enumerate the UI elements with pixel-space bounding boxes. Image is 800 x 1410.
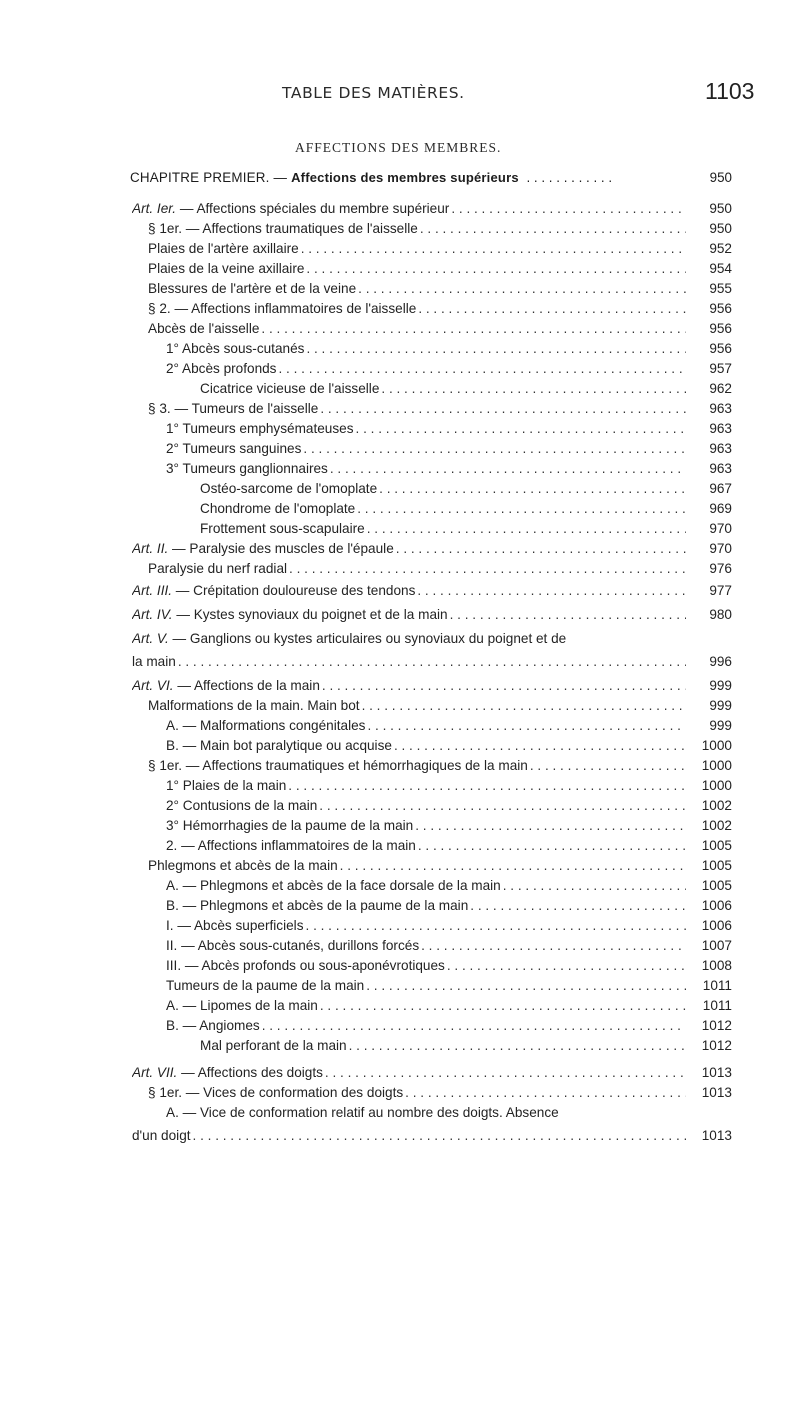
- toc-entry-text: [166, 816, 413, 836]
- toc-entry-page: 956: [709, 321, 732, 336]
- toc-entry-page: 1000: [701, 778, 732, 793]
- toc-entry: [0, 219, 800, 239]
- leader-dots: [318, 399, 686, 419]
- toc-entry-text: [166, 796, 317, 816]
- toc-entry-page: 1011: [702, 978, 732, 993]
- toc-entry-page: 954: [709, 261, 732, 276]
- toc-entry-text: [148, 399, 318, 419]
- leader-dots: [320, 676, 686, 696]
- toc-entry-page: 1006: [701, 898, 732, 913]
- toc-entry-title: B. — Main bot paralytique ou acquise: [166, 738, 392, 753]
- leader-dots: [468, 896, 686, 916]
- toc-entry-title: Plaies de l'artère axillaire: [148, 241, 299, 256]
- toc-entry-text: [166, 359, 276, 379]
- toc-entry-title: Blessures de l'artère et de la veine: [148, 281, 357, 296]
- toc-entry: [0, 359, 800, 379]
- toc-entry-title: Frottement sous-scapulaire: [200, 521, 365, 536]
- toc-entry-page: 1005: [701, 838, 732, 853]
- toc-entry-continuation: la main: [132, 654, 176, 669]
- toc-entry-page: 1002: [701, 818, 732, 833]
- toc-entry-page: 996: [709, 654, 732, 669]
- toc-entry-text: [200, 479, 377, 499]
- toc-entry: [0, 916, 800, 936]
- toc-entry-page: 1012: [701, 1038, 732, 1053]
- toc-entry-text: [166, 339, 304, 359]
- leader-dots: [176, 652, 686, 672]
- toc-entry: [0, 896, 800, 916]
- leader-dots: [365, 716, 686, 736]
- toc-entry-title: 3° Tumeurs ganglionnaires: [166, 461, 328, 476]
- toc-entry-text: [166, 736, 392, 756]
- toc-entry-title: Tumeurs de la paume de la main: [166, 978, 365, 993]
- toc-entry-text: [166, 776, 286, 796]
- toc-entry-title: 3° Hémorrhagies de la paume de la main: [166, 818, 414, 833]
- toc-entry-text: [166, 419, 354, 439]
- toc-entry-page: 970: [709, 521, 732, 536]
- toc-entry: [0, 439, 800, 459]
- toc-entry-text: [166, 439, 301, 459]
- toc-entry-title: — Affections spéciales du membre supérieur: [176, 201, 450, 216]
- toc-entry-article: Art. III.: [132, 583, 173, 598]
- toc-entry-title: — Affections de la main: [173, 678, 320, 693]
- toc-entry-page: 1000: [701, 738, 732, 753]
- toc-entry: [0, 629, 800, 669]
- toc-entry: [0, 836, 800, 856]
- toc-entry-title: § 3. — Tumeurs de l'aisselle: [148, 401, 319, 416]
- toc-entry-page: 1008: [701, 958, 732, 973]
- toc-entry-title: Chondrome de l'omoplate: [200, 501, 356, 516]
- leader-dots: [445, 956, 686, 976]
- toc-entry: [0, 605, 800, 625]
- toc-entry-text: [148, 239, 299, 259]
- toc-entry: [0, 816, 800, 836]
- toc-entry-text: [148, 856, 338, 876]
- toc-entry-title: 2° Contusions de la main: [166, 798, 318, 813]
- toc-entry: [0, 399, 800, 419]
- toc-entry-page: 957: [709, 361, 732, 376]
- toc-entry-title: B. — Phlegmons et abcès de la paume de la main: [166, 898, 469, 913]
- leader-dots: [354, 419, 686, 439]
- toc-entry: [0, 559, 800, 579]
- toc-entry-text: [200, 519, 365, 539]
- leader-dots: [304, 259, 686, 279]
- toc-entry: [0, 696, 800, 716]
- toc-entry-page: 1005: [701, 878, 732, 893]
- toc-entry-page: 999: [709, 678, 732, 693]
- toc-entry-text: [166, 956, 445, 976]
- leader-dots: [419, 936, 686, 956]
- leader-dots: [365, 519, 686, 539]
- toc-entry-text: [166, 996, 318, 1016]
- toc-entry-title: — Paralysie des muscles de l'épaule: [168, 541, 394, 556]
- toc-entry-page: 969: [709, 501, 732, 516]
- toc-entry-text: [166, 976, 364, 996]
- leader-dots: [364, 976, 686, 996]
- toc-entry: [0, 479, 800, 499]
- toc-entry: [0, 279, 800, 299]
- toc-entry: [0, 319, 800, 339]
- toc-entry-page: 963: [709, 441, 732, 456]
- leader-dots: [403, 1083, 686, 1103]
- toc-entry-page: 977: [709, 583, 732, 598]
- toc-entry: [0, 956, 800, 976]
- chapter-title: Affections des membres supérieurs: [291, 170, 519, 185]
- toc-entry-page: 952: [709, 241, 732, 256]
- leader-dots: [356, 279, 686, 299]
- toc-entry: [0, 299, 800, 319]
- toc-entry-text: [132, 605, 448, 625]
- chapter-page: 950: [709, 170, 732, 185]
- toc-entry-page: 955: [709, 281, 732, 296]
- toc-entry-text: [200, 379, 379, 399]
- toc-entry: [0, 259, 800, 279]
- leader-dots: [360, 696, 686, 716]
- leader-dots: [318, 996, 686, 1016]
- toc-entry-page: 962: [709, 381, 732, 396]
- leader-dots: [416, 836, 686, 856]
- toc-entry: [0, 239, 800, 259]
- toc-entry-page: 1013: [701, 1085, 732, 1100]
- section-title: AFFECTIONS DES MEMBRES.: [295, 140, 502, 155]
- toc-entry-page: 999: [709, 718, 732, 733]
- toc-entry: [0, 1036, 800, 1056]
- toc-entry-title: Phlegmons et abcès de la main: [148, 858, 338, 873]
- toc-entry: [0, 876, 800, 896]
- leader-dots: [528, 756, 686, 776]
- toc-entry-title: Plaies de la veine axillaire: [148, 261, 305, 276]
- toc-entry-text: [148, 319, 259, 339]
- toc-entry: [0, 581, 800, 601]
- toc-entry-page: 1007: [701, 938, 732, 953]
- toc-entry: [0, 736, 800, 756]
- toc-entry-page: 1012: [701, 1018, 732, 1033]
- toc-entry-text: [200, 1036, 347, 1056]
- toc-entry-title: 1° Plaies de la main: [166, 778, 287, 793]
- toc-entry-page: 956: [709, 301, 732, 316]
- toc-entry-page: 976: [709, 561, 732, 576]
- toc-entry-page: 1011: [702, 998, 732, 1013]
- toc-entry-page: 1005: [701, 858, 732, 873]
- toc-entry-text: [132, 199, 449, 219]
- toc-entry-article: Art. V.: [132, 631, 169, 646]
- toc-entry: [0, 796, 800, 816]
- toc-entry-text: [166, 896, 468, 916]
- toc-entry-text: [148, 756, 528, 776]
- toc-entry-text: [148, 1083, 403, 1103]
- toc-entry-title: § 1er. — Affections traumatiques et hémorrhagiques de la main: [148, 758, 528, 773]
- toc-entry-page: 1013: [701, 1128, 732, 1143]
- toc-entry: [0, 1016, 800, 1036]
- toc-entry-page: 1000: [701, 758, 732, 773]
- leader-dots: [416, 299, 686, 319]
- toc-entry-page: 967: [709, 481, 732, 496]
- toc-entry-text: [148, 696, 360, 716]
- toc-entry-text: [200, 499, 355, 519]
- toc-entry-page: 963: [709, 401, 732, 416]
- toc-entry-text: [148, 559, 287, 579]
- toc-entry: [0, 936, 800, 956]
- toc-entry-title: Cicatrice vicieuse de l'aisselle: [200, 381, 380, 396]
- toc-entry-title: 2. — Affections inflammatoires de la main: [166, 838, 416, 853]
- leader-dots: [191, 1126, 686, 1146]
- toc-entry-page: 999: [709, 698, 732, 713]
- toc-entry: [0, 676, 800, 696]
- toc-entry-page: 980: [709, 607, 732, 622]
- leader-dots: [304, 339, 686, 359]
- toc-entry-title: A. — Vice de conformation relatif au nombre des doigts. Absence: [166, 1105, 559, 1120]
- toc-entry: [0, 756, 800, 776]
- toc-entry: [0, 1103, 800, 1143]
- toc-entry-page: 970: [709, 541, 732, 556]
- leader-dots: [276, 359, 686, 379]
- toc-entry-text: [148, 259, 304, 279]
- leader-dots: [328, 459, 686, 479]
- chapter-label: CHAPITRE PREMIER. —: [130, 170, 288, 185]
- toc-entry-title: I. — Abcès superficiels: [166, 918, 304, 933]
- chapter-heading: [130, 170, 735, 185]
- toc-entry: [0, 996, 800, 1016]
- toc-entry: [0, 199, 800, 219]
- page-number: 1103: [705, 78, 755, 104]
- toc-entry: [0, 1063, 800, 1083]
- toc-entry-title: Paralysie du nerf radial: [148, 561, 288, 576]
- toc-entry-text: [166, 876, 501, 896]
- toc-entry-page: 1002: [701, 798, 732, 813]
- toc-entry-title: § 2. — Affections inflammatoires de l'aisselle: [148, 301, 417, 316]
- toc-entry-text: [132, 539, 394, 559]
- toc-entry: [0, 419, 800, 439]
- toc-entry-text: [132, 1063, 323, 1083]
- leader-dots: [304, 916, 686, 936]
- toc-entry-title: § 1er. — Vices de conformation des doigts: [148, 1085, 404, 1100]
- toc-entry-continuation: d'un doigt: [132, 1128, 191, 1143]
- toc-entry-title: Malformations de la main. Main bot: [148, 698, 360, 713]
- leader-dots: [259, 319, 686, 339]
- leader-dots: [299, 239, 686, 259]
- toc-entry-title: Mal perforant de la main: [200, 1038, 347, 1053]
- toc-entry-text: [166, 1103, 559, 1123]
- toc-entry-page: 950: [709, 221, 732, 236]
- toc-entry: [0, 459, 800, 479]
- toc-entry-title: — Affections des doigts: [177, 1065, 323, 1080]
- toc-entry-page: 950: [709, 201, 732, 216]
- toc-entry-title: A. — Phlegmons et abcès de la face dorsale de la main: [166, 878, 501, 893]
- toc-entry-page: 963: [709, 421, 732, 436]
- leader-dots: [379, 379, 686, 399]
- toc-entry-text: [166, 716, 365, 736]
- toc-entry: [0, 856, 800, 876]
- leader-dots: [301, 439, 686, 459]
- toc-entry-title: A. — Lipomes de la main: [166, 998, 318, 1013]
- toc-entry-title: 2° Abcès profonds: [166, 361, 277, 376]
- leader-dots: [392, 736, 686, 756]
- leader-dots: [418, 219, 686, 239]
- leader-dots: [287, 559, 686, 579]
- toc-entry: [0, 339, 800, 359]
- toc-entry-text: [166, 936, 419, 956]
- leader-dots: [415, 581, 686, 601]
- toc-entry: [0, 1083, 800, 1103]
- toc-entry-title: 1° Tumeurs emphysémateuses: [166, 421, 354, 436]
- toc-entry-text: [132, 676, 320, 696]
- leader-dots: [323, 1063, 686, 1083]
- toc-entry-title: 2° Tumeurs sanguines: [166, 441, 302, 456]
- toc-entry-page: 1006: [701, 918, 732, 933]
- toc-entry-page: 963: [709, 461, 732, 476]
- toc-entry: [0, 499, 800, 519]
- leader-dots: . . . . . . . . . . . .: [522, 170, 613, 185]
- toc-entry-title: II. — Abcès sous-cutanés, durillons forcés: [166, 938, 420, 953]
- toc-entry-title: Ostéo-sarcome de l'omoplate: [200, 481, 378, 496]
- leader-dots: [448, 605, 686, 625]
- toc-entry: [0, 539, 800, 559]
- toc-entry-title: — Crépitation douloureuse des tendons: [172, 583, 416, 598]
- leader-dots: [394, 539, 686, 559]
- leader-dots: [286, 776, 686, 796]
- toc-entry-title: § 1er. — Affections traumatiques de l'aisselle: [148, 221, 418, 236]
- toc-entry-article: Art. VI.: [132, 678, 174, 693]
- toc-entry-article: Art. II.: [132, 541, 169, 556]
- leader-dots: [501, 876, 686, 896]
- toc-entry-title: B. — Angiomes: [166, 1018, 260, 1033]
- toc-entry-article: Art. VII.: [132, 1065, 178, 1080]
- toc-entry-text: [148, 299, 416, 319]
- toc-entry: [0, 776, 800, 796]
- toc-entry-text: [166, 459, 328, 479]
- leader-dots: [355, 499, 686, 519]
- toc-entry-title: Abcès de l'aisselle: [148, 321, 260, 336]
- toc-entry-page: 956: [709, 341, 732, 356]
- toc-entry-text: [148, 219, 418, 239]
- toc-entry-text: [148, 279, 356, 299]
- toc-entry-title: 1° Abcès sous-cutanés: [166, 341, 305, 356]
- toc-entry-text: [132, 629, 566, 649]
- toc-entry: [0, 519, 800, 539]
- toc-entry-text: [166, 1016, 260, 1036]
- toc-entry: [0, 976, 800, 996]
- toc-entry-article: Art. Ier.: [132, 201, 177, 216]
- toc-entry-text: [132, 581, 415, 601]
- leader-dots: [413, 816, 686, 836]
- toc-entry-text: [166, 836, 416, 856]
- toc-entry-title: A. — Malformations congénitales: [166, 718, 366, 733]
- leader-dots: [317, 796, 686, 816]
- leader-dots: [338, 856, 686, 876]
- toc-entry-page: 1013: [701, 1065, 732, 1080]
- leader-dots: [377, 479, 686, 499]
- toc-entry-title: III. — Abcès profonds ou sous-aponévrotiques: [166, 958, 445, 973]
- toc-entry-article: Art. IV.: [132, 607, 173, 622]
- leader-dots: [260, 1016, 686, 1036]
- toc-entry-title: — Kystes synoviaux du poignet et de la main: [172, 607, 448, 622]
- leader-dots: [449, 199, 686, 219]
- toc-entry: [0, 379, 800, 399]
- leader-dots: [347, 1036, 686, 1056]
- running-title: TABLE DES MATIÈRES.: [282, 84, 465, 102]
- toc-entry-text: [166, 916, 304, 936]
- toc-entry-title: — Ganglions ou kystes articulaires ou synoviaux du poignet et de: [168, 631, 567, 646]
- toc-entry: [0, 716, 800, 736]
